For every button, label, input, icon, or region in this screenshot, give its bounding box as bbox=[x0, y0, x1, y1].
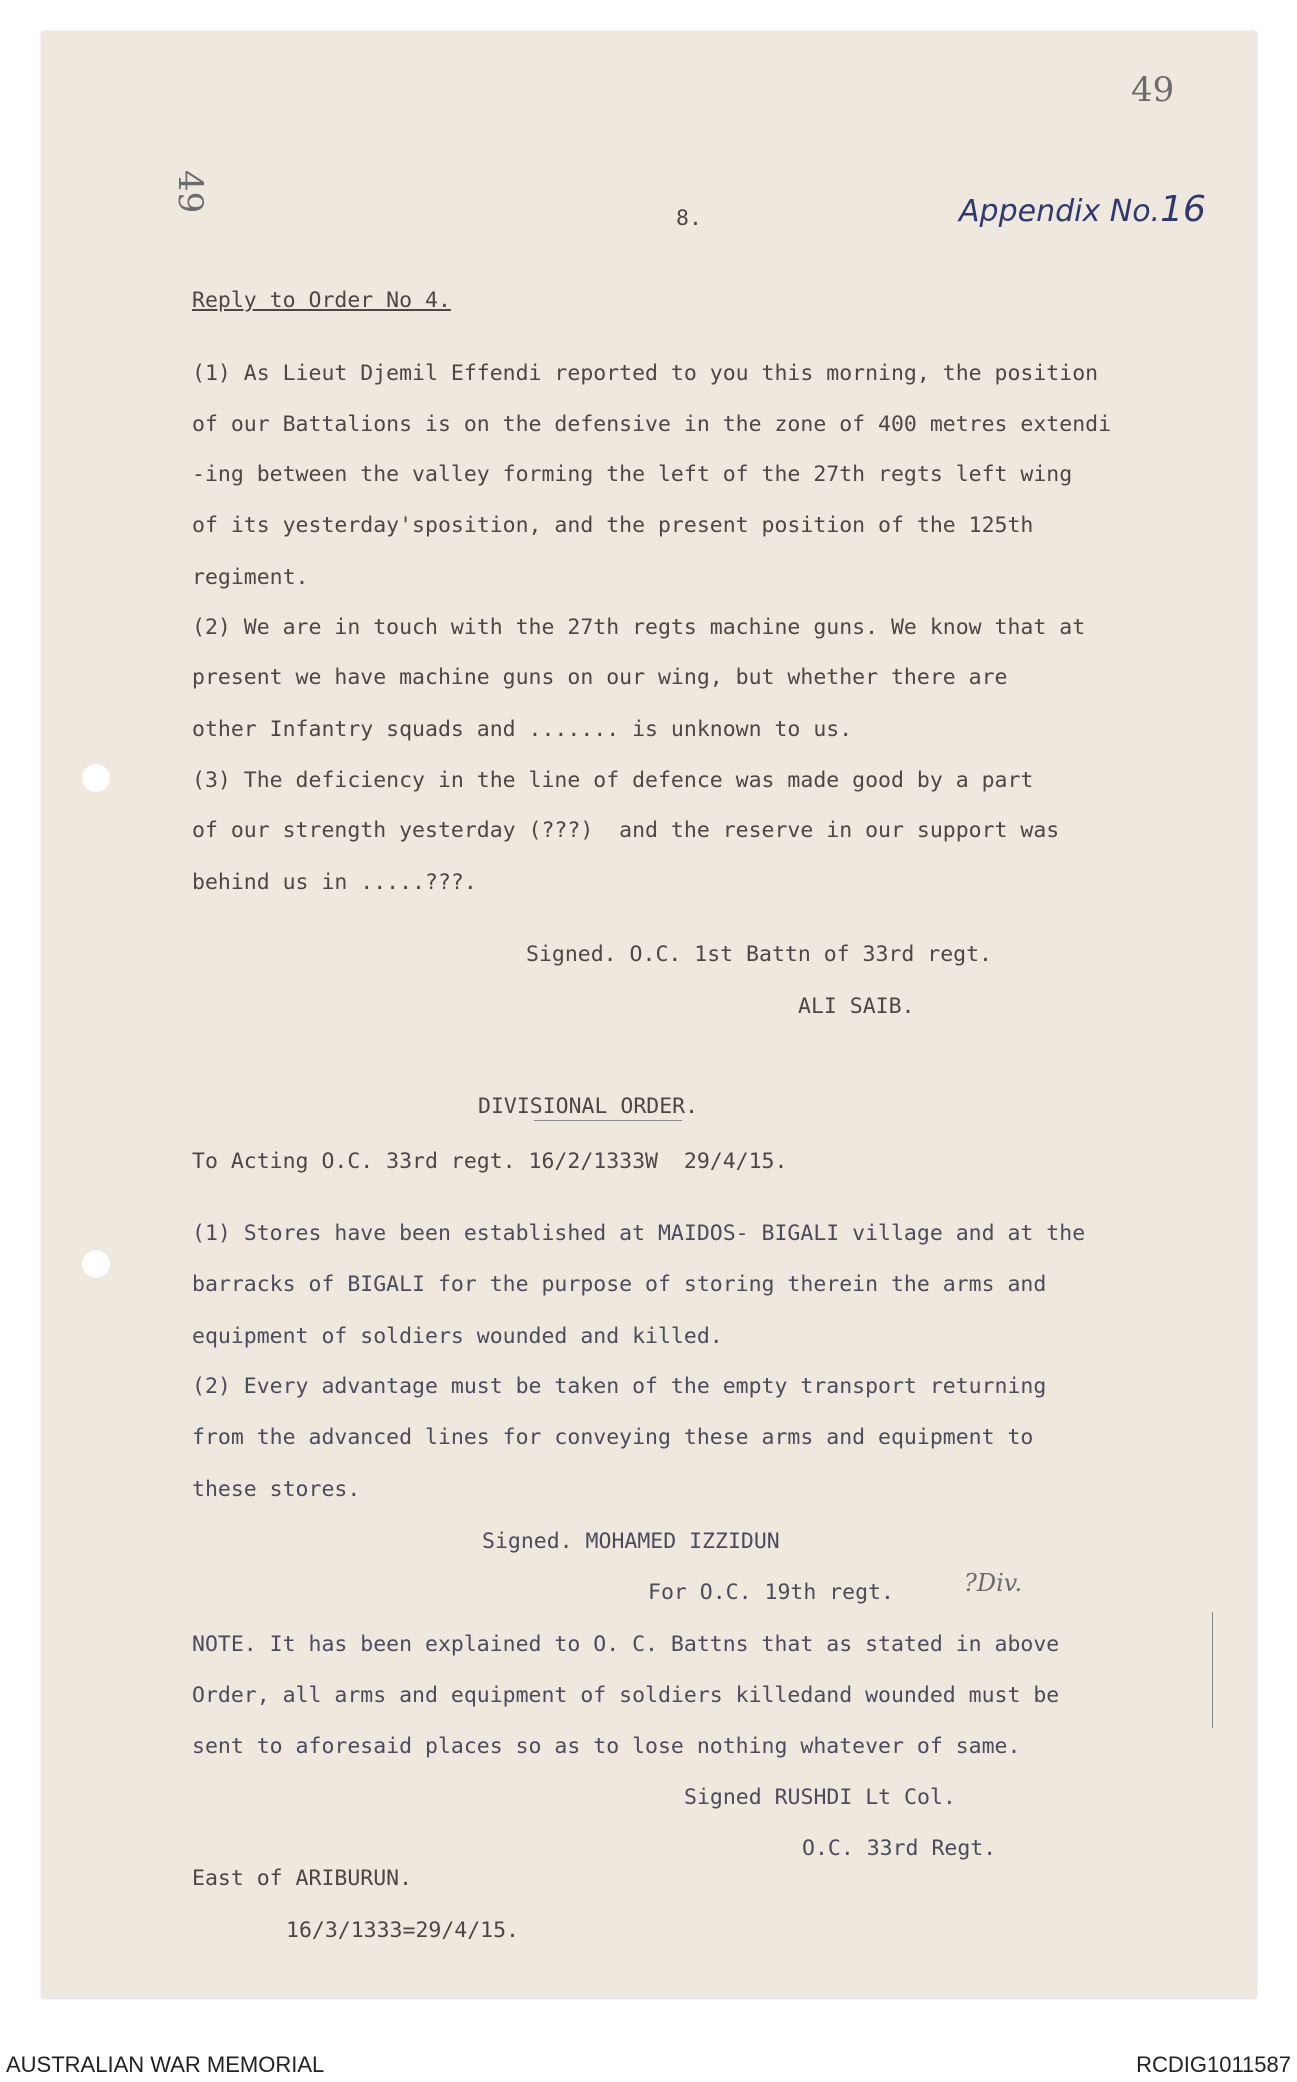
place-date: 16/3/1333=29/4/15. bbox=[286, 1918, 519, 1943]
reply-heading: Reply to Order No 4. bbox=[192, 288, 451, 313]
divisional-line: these stores. bbox=[192, 1477, 361, 1502]
page-number: 49 bbox=[1131, 70, 1175, 110]
divisional-line: (2) Every advantage must be taken of the empty transport returning bbox=[192, 1374, 1047, 1399]
margin-bracket bbox=[1212, 1612, 1213, 1728]
reply-line: (1) As Lieut Djemil Effendi reported to you this morning, the position bbox=[192, 361, 1099, 386]
place-location: East of ARIBURUN. bbox=[192, 1866, 413, 1891]
reply-line: regiment. bbox=[192, 565, 309, 590]
appendix-label: Appendix No.16 bbox=[959, 189, 1206, 230]
reply-line: of its yesterday'sposition, and the present position of the 125th bbox=[192, 513, 1034, 538]
heading-underline bbox=[534, 1120, 682, 1121]
divisional-line: from the advanced lines for conveying these arms and equipment to bbox=[192, 1425, 1034, 1450]
page-marker: 8. bbox=[676, 206, 702, 231]
reply-line: of our strength yesterday (???) and the reserve in our support was bbox=[192, 818, 1060, 843]
page-number-side: 49 bbox=[170, 170, 210, 214]
note-line: NOTE. It has been explained to O. C. Battns that as stated in above bbox=[192, 1632, 1060, 1657]
reply-line: present we have machine guns on our wing, but whether there are bbox=[192, 665, 1008, 690]
pencil-annotation: ?Div. bbox=[964, 1569, 1023, 1597]
divisional-line: equipment of soldiers wounded and killed. bbox=[192, 1324, 723, 1349]
reply-line: -ing between the valley forming the left of the 27th regts left wing bbox=[192, 462, 1073, 487]
reply-signature: Signed. O.C. 1st Battn of 33rd regt. bbox=[526, 942, 992, 967]
reply-signer: ALI SAIB. bbox=[798, 994, 915, 1019]
note-line: Order, all arms and equipment of soldiers killedand wounded must be bbox=[192, 1683, 1060, 1708]
footer-record-id: RCDIG1011587 bbox=[1136, 2052, 1291, 2077]
divisional-for-line: For O.C. 19th regt. bbox=[648, 1580, 894, 1605]
document-page bbox=[42, 32, 1256, 1998]
reply-line: other Infantry squads and ....... is unknown to us. bbox=[192, 717, 853, 742]
reply-line: (2) We are in touch with the 27th regts machine guns. We know that at bbox=[192, 615, 1086, 640]
divisional-to-line: To Acting O.C. 33rd regt. 16/2/1333W 29/4/15. bbox=[192, 1149, 788, 1174]
divisional-line: (1) Stores have been established at MAIDOS- BIGALI village and at the bbox=[192, 1221, 1086, 1246]
punch-hole bbox=[82, 764, 110, 792]
divisional-signature: Signed. MOHAMED IZZIDUN bbox=[482, 1529, 780, 1554]
divisional-heading: DIVISIONAL ORDER. bbox=[478, 1094, 699, 1119]
punch-hole bbox=[82, 1250, 110, 1278]
footer-archive-name: AUSTRALIAN WAR MEMORIAL bbox=[6, 2052, 325, 2077]
reply-line: of our Battalions is on the defensive in the zone of 400 metres extendi bbox=[192, 412, 1112, 437]
reply-line: (3) The deficiency in the line of defence was made good by a part bbox=[192, 768, 1034, 793]
divisional-line: barracks of BIGALI for the purpose of storing therein the arms and bbox=[192, 1272, 1047, 1297]
note-signer: O.C. 33rd Regt. bbox=[802, 1836, 997, 1861]
note-line: sent to aforesaid places so as to lose nothing whatever of same. bbox=[192, 1734, 1021, 1759]
reply-line: behind us in .....???. bbox=[192, 870, 477, 895]
note-signature: Signed RUSHDI Lt Col. bbox=[684, 1785, 956, 1810]
